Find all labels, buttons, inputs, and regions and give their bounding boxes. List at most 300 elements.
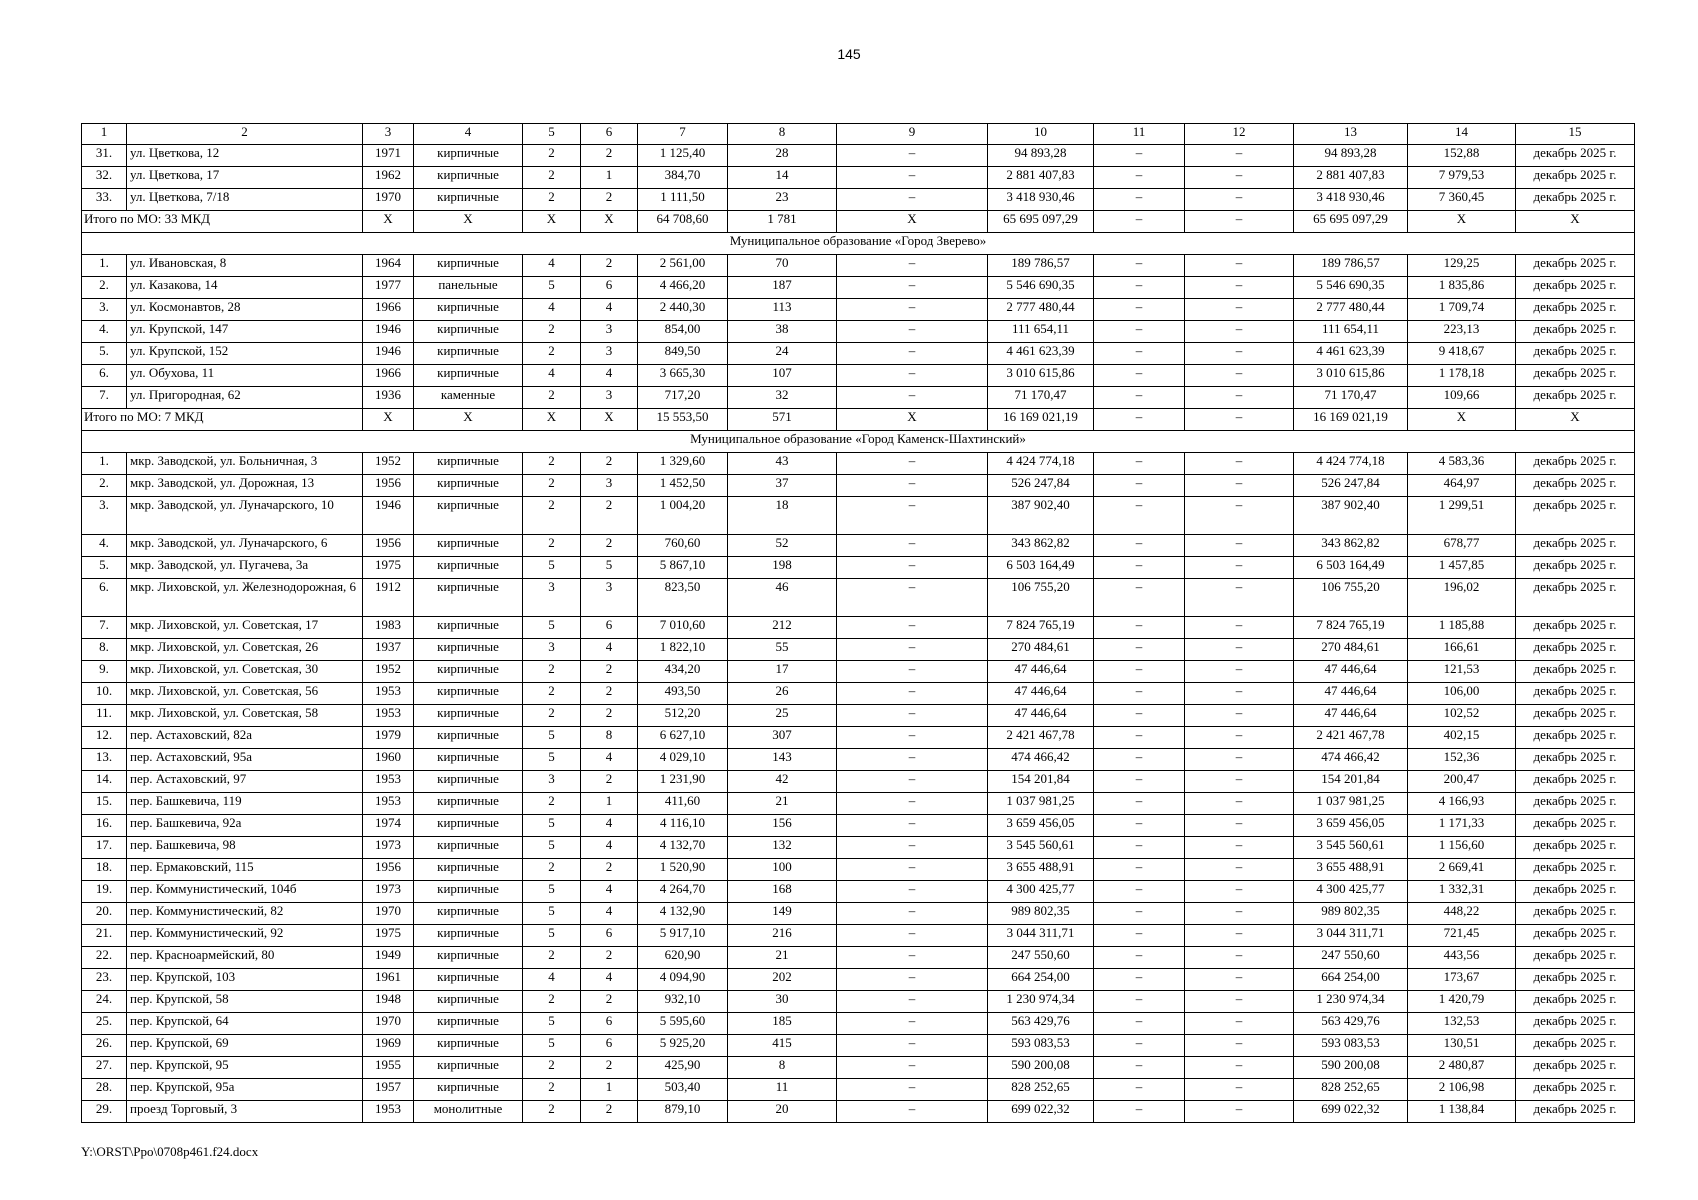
- table-cell: 107: [728, 365, 837, 387]
- table-cell: 2: [523, 1101, 581, 1123]
- table-cell: 4.: [82, 321, 127, 343]
- table-cell: 5.: [82, 343, 127, 365]
- table-cell: 15.: [82, 793, 127, 815]
- table-cell: –: [1094, 277, 1185, 299]
- table-cell: 7 010,60: [638, 617, 728, 639]
- table-cell: 2: [523, 991, 581, 1013]
- table-cell: декабрь 2025 г.: [1516, 365, 1635, 387]
- table-cell: 11.: [82, 705, 127, 727]
- table-cell: 849,50: [638, 343, 728, 365]
- table-cell: 21: [728, 793, 837, 815]
- table-cell: 1 420,79: [1408, 991, 1516, 1013]
- address-cell: пер. Коммунистический, 92: [127, 925, 363, 947]
- table-cell: 4 424 774,18: [988, 453, 1094, 475]
- table-cell: 678,77: [1408, 535, 1516, 557]
- table-cell: 247 550,60: [988, 947, 1094, 969]
- table-cell: –: [837, 881, 988, 903]
- table-cell: кирпичные: [414, 145, 523, 167]
- table-cell: –: [1094, 991, 1185, 1013]
- table-cell: 1977: [363, 277, 414, 299]
- table-cell: –: [837, 145, 988, 167]
- table-cell: 4 466,20: [638, 277, 728, 299]
- table-cell: 27.: [82, 1057, 127, 1079]
- table-cell: –: [837, 1013, 988, 1035]
- table-cell: 526 247,84: [1294, 475, 1408, 497]
- table-cell: 4 094,90: [638, 969, 728, 991]
- table-cell: 102,52: [1408, 705, 1516, 727]
- table-cell: –: [1185, 661, 1294, 683]
- table-cell: 17.: [82, 837, 127, 859]
- table-cell: 1960: [363, 749, 414, 771]
- table-cell: 1973: [363, 837, 414, 859]
- column-number-cell: 14: [1408, 124, 1516, 145]
- address-cell: ул. Пригородная, 62: [127, 387, 363, 409]
- table-cell: 4 166,93: [1408, 793, 1516, 815]
- table-cell: –: [1185, 617, 1294, 639]
- table-cell: 2: [523, 387, 581, 409]
- total-cell: –: [1185, 211, 1294, 233]
- table-cell: декабрь 2025 г.: [1516, 1013, 1635, 1035]
- total-cell: X: [1516, 409, 1635, 431]
- address-cell: пер. Коммунистический, 82: [127, 903, 363, 925]
- table-cell: декабрь 2025 г.: [1516, 903, 1635, 925]
- table-cell: –: [1094, 167, 1185, 189]
- address-cell: пер. Башкевича, 92а: [127, 815, 363, 837]
- table-cell: 200,47: [1408, 771, 1516, 793]
- table-cell: 4: [581, 881, 638, 903]
- table-cell: –: [1094, 1035, 1185, 1057]
- table-cell: 3: [581, 387, 638, 409]
- table-cell: кирпичные: [414, 167, 523, 189]
- table-cell: кирпичные: [414, 771, 523, 793]
- table-row: [82, 617, 1635, 639]
- total-cell: X: [1408, 211, 1516, 233]
- table-cell: декабрь 2025 г.: [1516, 1101, 1635, 1123]
- table-cell: 1971: [363, 145, 414, 167]
- address-cell: ул. Обухова, 11: [127, 365, 363, 387]
- total-cell: –: [1094, 211, 1185, 233]
- table-cell: 1937: [363, 639, 414, 661]
- table-cell: 5: [523, 277, 581, 299]
- table-cell: кирпичные: [414, 639, 523, 661]
- table-cell: 6.: [82, 579, 127, 617]
- table-cell: 24.: [82, 991, 127, 1013]
- address-cell: ул. Крупской, 152: [127, 343, 363, 365]
- table-cell: –: [1094, 859, 1185, 881]
- column-number-cell: 13: [1294, 124, 1408, 145]
- table-cell: –: [837, 579, 988, 617]
- table-cell: 2: [581, 683, 638, 705]
- table-cell: 1979: [363, 727, 414, 749]
- table-cell: –: [837, 255, 988, 277]
- table-body: [82, 124, 1635, 1123]
- table-cell: –: [1094, 947, 1185, 969]
- section-title: Муниципальное образование «Город Каменск-Шахтинский»: [82, 431, 1635, 453]
- table-cell: декабрь 2025 г.: [1516, 475, 1635, 497]
- table-cell: 173,67: [1408, 969, 1516, 991]
- table-cell: 4 424 774,18: [1294, 453, 1408, 475]
- table-cell: –: [1094, 1057, 1185, 1079]
- table-row: [82, 925, 1635, 947]
- table-cell: 212: [728, 617, 837, 639]
- address-cell: мкр. Заводской, ул. Дорожная, 13: [127, 475, 363, 497]
- table-cell: 2: [581, 661, 638, 683]
- table-cell: 1 520,90: [638, 859, 728, 881]
- table-cell: 6: [581, 925, 638, 947]
- table-cell: 154 201,84: [1294, 771, 1408, 793]
- table-cell: 1953: [363, 683, 414, 705]
- table-cell: –: [837, 343, 988, 365]
- table-cell: –: [837, 969, 988, 991]
- table-row: [82, 1057, 1635, 1079]
- table-cell: –: [837, 661, 988, 683]
- table-row: [82, 793, 1635, 815]
- table-cell: 24: [728, 343, 837, 365]
- table-cell: 113: [728, 299, 837, 321]
- table-cell: 2 777 480,44: [1294, 299, 1408, 321]
- table-cell: кирпичные: [414, 475, 523, 497]
- table-cell: кирпичные: [414, 837, 523, 859]
- table-cell: 4: [581, 365, 638, 387]
- address-cell: пер. Крупской, 103: [127, 969, 363, 991]
- table-cell: декабрь 2025 г.: [1516, 947, 1635, 969]
- address-cell: пер. Ермаковский, 115: [127, 859, 363, 881]
- table-cell: 9 418,67: [1408, 343, 1516, 365]
- table-cell: 3: [523, 579, 581, 617]
- table-cell: 4: [523, 365, 581, 387]
- table-cell: –: [837, 837, 988, 859]
- section-header-row: [82, 431, 1635, 453]
- table-cell: 7 824 765,19: [988, 617, 1094, 639]
- table-cell: –: [1094, 1013, 1185, 1035]
- table-cell: –: [1185, 299, 1294, 321]
- table-cell: декабрь 2025 г.: [1516, 453, 1635, 475]
- table-row: [82, 365, 1635, 387]
- table-cell: 4 264,70: [638, 881, 728, 903]
- table-cell: 1.: [82, 255, 127, 277]
- table-cell: –: [837, 1079, 988, 1101]
- column-number-cell: 6: [581, 124, 638, 145]
- table-cell: 464,97: [1408, 475, 1516, 497]
- table-cell: 4 132,70: [638, 837, 728, 859]
- table-cell: –: [837, 859, 988, 881]
- table-cell: кирпичные: [414, 189, 523, 211]
- table-cell: –: [1185, 727, 1294, 749]
- table-row: [82, 969, 1635, 991]
- table-cell: декабрь 2025 г.: [1516, 497, 1635, 535]
- table-cell: –: [837, 1057, 988, 1079]
- table-row: [82, 881, 1635, 903]
- table-cell: 4: [581, 837, 638, 859]
- table-cell: кирпичные: [414, 727, 523, 749]
- table-cell: –: [1185, 859, 1294, 881]
- table-cell: 563 429,76: [988, 1013, 1094, 1035]
- table-cell: –: [1185, 903, 1294, 925]
- table-cell: 168: [728, 881, 837, 903]
- total-cell: 571: [728, 409, 837, 431]
- total-cell: 64 708,60: [638, 211, 728, 233]
- table-cell: 25: [728, 705, 837, 727]
- table-cell: 5 867,10: [638, 557, 728, 579]
- address-cell: ул. Крупской, 147: [127, 321, 363, 343]
- table-cell: 3 044 311,71: [988, 925, 1094, 947]
- table-cell: декабрь 2025 г.: [1516, 705, 1635, 727]
- table-cell: –: [837, 903, 988, 925]
- table-cell: 19.: [82, 881, 127, 903]
- table-cell: 512,20: [638, 705, 728, 727]
- table-cell: –: [1094, 749, 1185, 771]
- table-cell: 593 083,53: [1294, 1035, 1408, 1057]
- column-number-cell: 11: [1094, 124, 1185, 145]
- table-cell: 106 755,20: [1294, 579, 1408, 617]
- table-cell: 1 452,50: [638, 475, 728, 497]
- table-cell: декабрь 2025 г.: [1516, 167, 1635, 189]
- table-cell: 3 655 488,91: [988, 859, 1094, 881]
- table-cell: –: [837, 167, 988, 189]
- table-cell: –: [1094, 903, 1185, 925]
- table-row: [82, 343, 1635, 365]
- table-cell: 1964: [363, 255, 414, 277]
- table-cell: 2 480,87: [1408, 1057, 1516, 1079]
- table-cell: 448,22: [1408, 903, 1516, 925]
- table-cell: –: [1185, 705, 1294, 727]
- table-row: [82, 991, 1635, 1013]
- table-cell: 1: [581, 1079, 638, 1101]
- table-cell: 2 669,41: [1408, 859, 1516, 881]
- table-cell: кирпичные: [414, 793, 523, 815]
- address-cell: пер. Башкевича, 119: [127, 793, 363, 815]
- table-cell: декабрь 2025 г.: [1516, 815, 1635, 837]
- table-cell: 3.: [82, 299, 127, 321]
- table-cell: –: [1185, 579, 1294, 617]
- table-cell: кирпичные: [414, 343, 523, 365]
- table-cell: 111 654,11: [988, 321, 1094, 343]
- table-cell: 132: [728, 837, 837, 859]
- table-cell: 7.: [82, 617, 127, 639]
- table-cell: 1 171,33: [1408, 815, 1516, 837]
- table-cell: 1970: [363, 903, 414, 925]
- table-cell: 8.: [82, 639, 127, 661]
- table-cell: 13.: [82, 749, 127, 771]
- data-table: [81, 123, 1635, 1123]
- table-cell: 130,51: [1408, 1035, 1516, 1057]
- table-cell: –: [1094, 1079, 1185, 1101]
- table-cell: 25.: [82, 1013, 127, 1035]
- table-cell: 5: [523, 837, 581, 859]
- table-cell: 2: [523, 321, 581, 343]
- table-cell: –: [1185, 343, 1294, 365]
- table-cell: 6 503 164,49: [988, 557, 1094, 579]
- total-cell: X: [1408, 409, 1516, 431]
- column-number-cell: 1: [82, 124, 127, 145]
- address-cell: ул. Космонавтов, 28: [127, 299, 363, 321]
- table-cell: 1 835,86: [1408, 277, 1516, 299]
- table-cell: кирпичные: [414, 453, 523, 475]
- table-cell: –: [1094, 815, 1185, 837]
- table-cell: –: [1185, 1013, 1294, 1035]
- table-cell: декабрь 2025 г.: [1516, 683, 1635, 705]
- table-cell: 1946: [363, 321, 414, 343]
- table-cell: 989 802,35: [988, 903, 1094, 925]
- table-cell: 2: [581, 535, 638, 557]
- table-cell: 189 786,57: [988, 255, 1094, 277]
- table-cell: 2: [581, 705, 638, 727]
- table-row: [82, 579, 1635, 617]
- table-cell: 3 010 615,86: [988, 365, 1094, 387]
- table-cell: 593 083,53: [988, 1035, 1094, 1057]
- table-row: [82, 815, 1635, 837]
- table-cell: 3: [581, 579, 638, 617]
- table-cell: 71 170,47: [988, 387, 1094, 409]
- table-cell: 152,36: [1408, 749, 1516, 771]
- table-cell: 47 446,64: [1294, 683, 1408, 705]
- table-cell: декабрь 2025 г.: [1516, 299, 1635, 321]
- table-cell: 26.: [82, 1035, 127, 1057]
- table-cell: –: [1094, 387, 1185, 409]
- table-cell: 1956: [363, 475, 414, 497]
- table-cell: –: [1185, 793, 1294, 815]
- table-cell: 47 446,64: [988, 683, 1094, 705]
- table-cell: 1956: [363, 535, 414, 557]
- table-cell: 3: [581, 343, 638, 365]
- address-cell: ул. Казакова, 14: [127, 277, 363, 299]
- table-cell: 2: [581, 255, 638, 277]
- table-row: [82, 903, 1635, 925]
- table-cell: –: [837, 617, 988, 639]
- table-cell: –: [1185, 837, 1294, 859]
- table-cell: каменные: [414, 387, 523, 409]
- total-cell: –: [1094, 409, 1185, 431]
- table-cell: панельные: [414, 277, 523, 299]
- table-cell: –: [1185, 365, 1294, 387]
- table-cell: 1955: [363, 1057, 414, 1079]
- table-cell: –: [1094, 793, 1185, 815]
- table-cell: 23: [728, 189, 837, 211]
- table-cell: 1953: [363, 793, 414, 815]
- total-cell: 15 553,50: [638, 409, 728, 431]
- table-cell: кирпичные: [414, 749, 523, 771]
- table-cell: кирпичные: [414, 579, 523, 617]
- table-cell: 2 561,00: [638, 255, 728, 277]
- table-cell: 16.: [82, 815, 127, 837]
- table-cell: 4.: [82, 535, 127, 557]
- table-cell: 1 457,85: [1408, 557, 1516, 579]
- table-cell: –: [1185, 683, 1294, 705]
- table-cell: 2.: [82, 277, 127, 299]
- table-row: [82, 683, 1635, 705]
- table-cell: 20.: [82, 903, 127, 925]
- total-cell: X: [837, 211, 988, 233]
- table-cell: 129,25: [1408, 255, 1516, 277]
- total-cell: X: [581, 409, 638, 431]
- table-cell: 989 802,35: [1294, 903, 1408, 925]
- footer-file-path: Y:\ORST\Ppo\0708p461.f24.docx: [81, 1144, 259, 1159]
- table-cell: 1953: [363, 771, 414, 793]
- table-cell: кирпичные: [414, 903, 523, 925]
- table-cell: 12.: [82, 727, 127, 749]
- table-row: [82, 859, 1635, 881]
- table-cell: 415: [728, 1035, 837, 1057]
- table-cell: 198: [728, 557, 837, 579]
- address-cell: ул. Цветкова, 17: [127, 167, 363, 189]
- table-cell: 1 037 981,25: [1294, 793, 1408, 815]
- table-cell: кирпичные: [414, 991, 523, 1013]
- table-cell: 2 881 407,83: [988, 167, 1094, 189]
- table-cell: 3 418 930,46: [1294, 189, 1408, 211]
- table-cell: 384,70: [638, 167, 728, 189]
- table-cell: 2: [523, 793, 581, 815]
- table-cell: 1970: [363, 1013, 414, 1035]
- table-cell: 5.: [82, 557, 127, 579]
- table-cell: 3 418 930,46: [988, 189, 1094, 211]
- table-cell: –: [1094, 453, 1185, 475]
- table-cell: 1970: [363, 189, 414, 211]
- table-cell: 474 466,42: [1294, 749, 1408, 771]
- table-cell: 1 822,10: [638, 639, 728, 661]
- table-cell: –: [1094, 969, 1185, 991]
- table-cell: 590 200,08: [988, 1057, 1094, 1079]
- column-number-cell: 7: [638, 124, 728, 145]
- page-number: 145: [837, 46, 861, 62]
- table-cell: декабрь 2025 г.: [1516, 145, 1635, 167]
- column-number-row: [82, 124, 1635, 145]
- table-cell: 7 824 765,19: [1294, 617, 1408, 639]
- table-cell: 70: [728, 255, 837, 277]
- table-cell: 1 138,84: [1408, 1101, 1516, 1123]
- table-cell: –: [1094, 579, 1185, 617]
- table-cell: 94 893,28: [988, 145, 1094, 167]
- table-cell: –: [1094, 617, 1185, 639]
- table-cell: 42: [728, 771, 837, 793]
- table-cell: 3 665,30: [638, 365, 728, 387]
- table-row: [82, 661, 1635, 683]
- table-cell: –: [837, 639, 988, 661]
- table-cell: 7 360,45: [1408, 189, 1516, 211]
- table-cell: –: [1185, 277, 1294, 299]
- table-cell: декабрь 2025 г.: [1516, 837, 1635, 859]
- table-cell: 1 037 981,25: [988, 793, 1094, 815]
- table-cell: декабрь 2025 г.: [1516, 661, 1635, 683]
- table-cell: декабрь 2025 г.: [1516, 991, 1635, 1013]
- table-cell: –: [837, 771, 988, 793]
- address-cell: мкр. Лиховской, ул. Советская, 26: [127, 639, 363, 661]
- column-number-cell: 9: [837, 124, 988, 145]
- table-cell: 2: [523, 167, 581, 189]
- table-cell: –: [1094, 925, 1185, 947]
- table-cell: 1 111,50: [638, 189, 728, 211]
- table-cell: 1 125,40: [638, 145, 728, 167]
- table-cell: 2: [581, 991, 638, 1013]
- address-cell: мкр. Лиховской, ул. Советская, 30: [127, 661, 363, 683]
- address-cell: пер. Крупской, 95а: [127, 1079, 363, 1101]
- table-row: [82, 387, 1635, 409]
- table-cell: 270 484,61: [1294, 639, 1408, 661]
- address-cell: пер. Астаховский, 95а: [127, 749, 363, 771]
- section-title: Муниципальное образование «Город Зверево»: [82, 233, 1635, 255]
- table-cell: 31.: [82, 145, 127, 167]
- table-cell: 2: [581, 1101, 638, 1123]
- table-cell: 6: [581, 277, 638, 299]
- table-cell: декабрь 2025 г.: [1516, 1057, 1635, 1079]
- table-cell: 4 116,10: [638, 815, 728, 837]
- table-cell: 71 170,47: [1294, 387, 1408, 409]
- table-cell: 2: [523, 661, 581, 683]
- total-cell: X: [1516, 211, 1635, 233]
- table-row: [82, 167, 1635, 189]
- table-cell: 2: [523, 859, 581, 881]
- table-cell: 717,20: [638, 387, 728, 409]
- table-cell: 1 329,60: [638, 453, 728, 475]
